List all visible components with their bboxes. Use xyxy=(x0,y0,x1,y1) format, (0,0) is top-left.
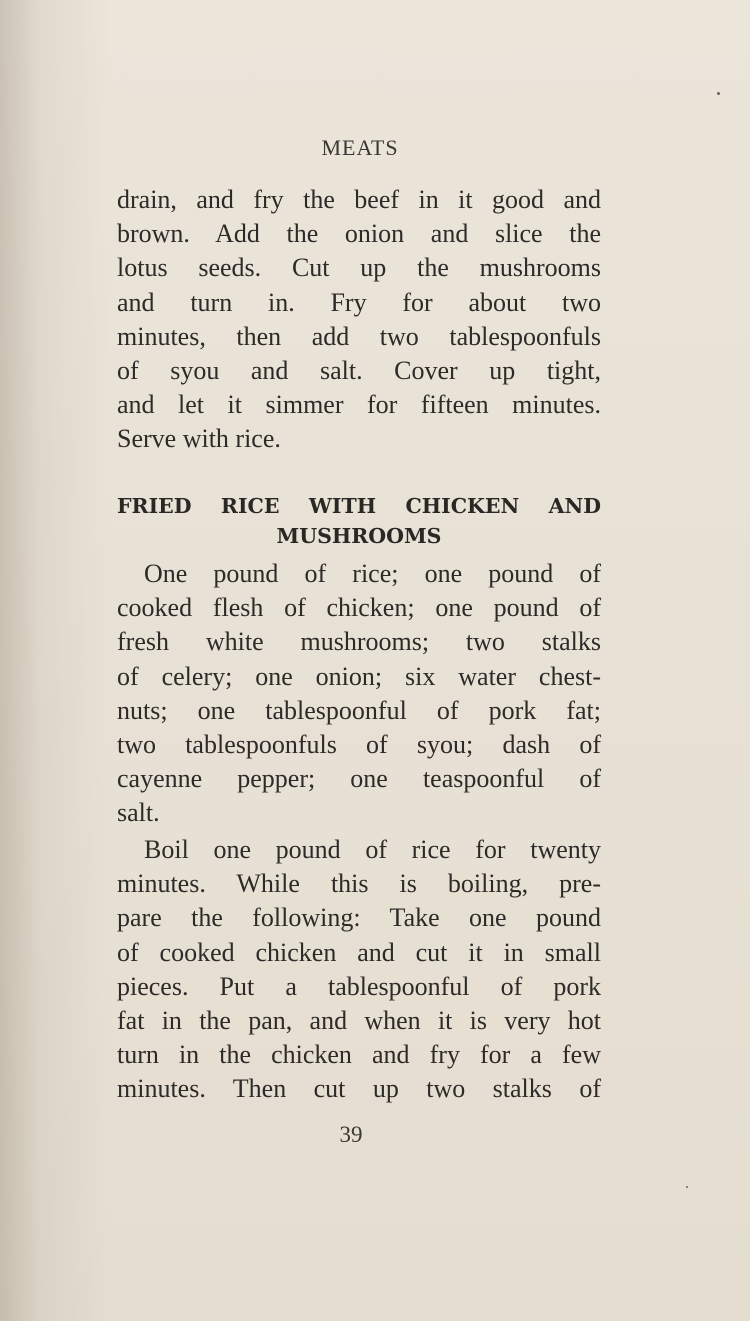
paper-speck xyxy=(717,92,720,95)
text-line: minutes. Then cut up two stalks of xyxy=(117,1074,601,1104)
text-line: two tablespoonfuls of syou; dash of xyxy=(117,730,601,760)
text-line: salt. xyxy=(117,798,160,828)
text-line: minutes. While this is boiling, pre- xyxy=(117,869,601,899)
text-line: turn in the chicken and fry for a few xyxy=(117,1040,601,1070)
text-line: Boil one pound of rice for twenty xyxy=(144,835,601,864)
ingredients-paragraph xyxy=(117,557,601,831)
text-line: and turn in. Fry for about two xyxy=(117,287,601,317)
text-line: minutes, then add two tablespoonfuls xyxy=(117,321,601,351)
text-line: of celery; one onion; six water chest- xyxy=(117,661,601,691)
text-line: brown. Add the onion and slice the xyxy=(117,219,601,249)
recipe-title xyxy=(117,491,601,551)
recipe-title-line: MUSHROOMS xyxy=(276,524,442,548)
text-line: cooked flesh of chicken; one pound of xyxy=(117,593,601,623)
text-line: of cooked chicken and cut it in small xyxy=(117,937,601,967)
running-head: MEATS xyxy=(321,135,399,160)
text-line: nuts; one tablespoonful of pork fat; xyxy=(117,695,601,725)
text-line: lotus seeds. Cut up the mushrooms xyxy=(117,253,601,283)
text-line: and let it simmer for fifteen minutes. xyxy=(117,390,601,420)
text-line: One pound of rice; one pound of xyxy=(144,559,601,588)
text-line: drain, and fry the beef in it good and xyxy=(117,185,601,214)
paper-speck xyxy=(686,1186,688,1188)
text-line: pare the following: Take one pound xyxy=(117,903,601,933)
text-line: fresh white mushrooms; two stalks xyxy=(117,627,601,657)
recipe-title-line: FRIED RICE WITH CHICKEN AND xyxy=(117,494,601,518)
method-paragraph xyxy=(117,833,601,1107)
text-line: of syou and salt. Cover up tight, xyxy=(117,356,601,386)
text-line: Serve with rice. xyxy=(117,424,281,454)
continued-paragraph xyxy=(117,183,601,457)
page-number: 39 xyxy=(339,1122,363,1147)
text-line: cayenne pepper; one teaspoonful of xyxy=(117,764,601,794)
text-line: fat in the pan, and when it is very hot xyxy=(117,1006,601,1036)
text-line: pieces. Put a tablespoonful of pork xyxy=(117,971,601,1001)
